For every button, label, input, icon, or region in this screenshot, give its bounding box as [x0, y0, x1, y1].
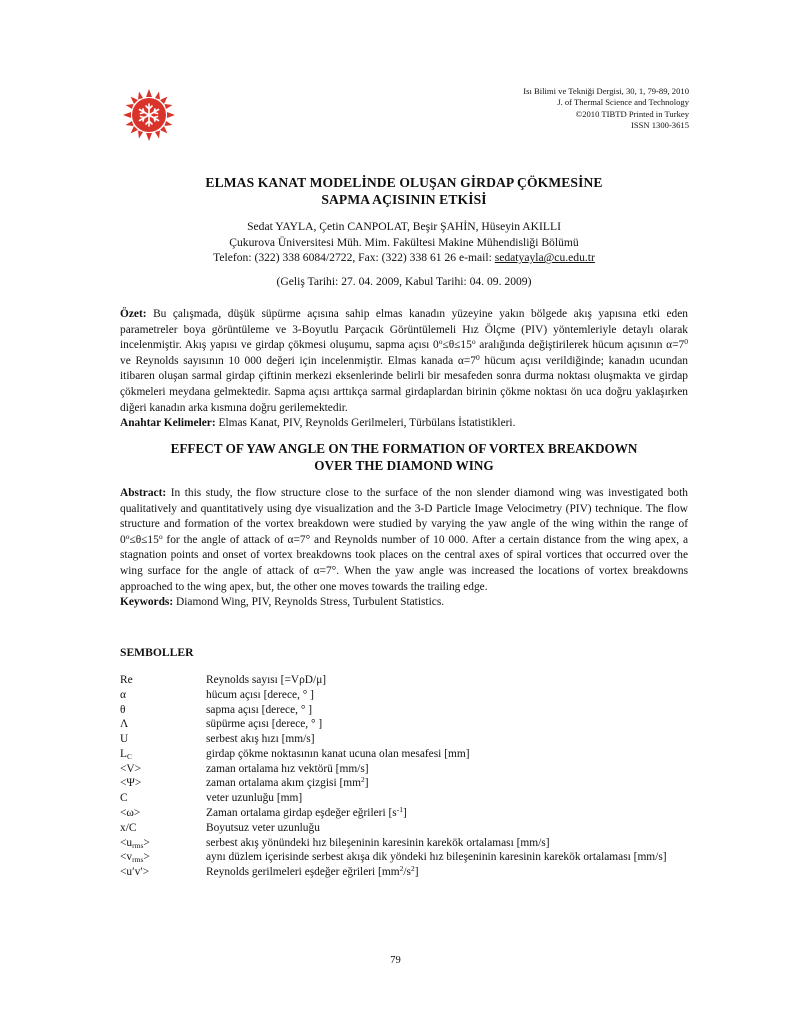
description-text: zaman ortalama hız vektörü [mm/s]	[206, 762, 369, 775]
symbol-name	[120, 777, 206, 790]
description-text: zaman ortalama akım çizgisi [mm	[206, 777, 361, 790]
symbol-row	[120, 866, 688, 879]
title-en-line: OVER THE DIAMOND WING	[314, 458, 494, 473]
author-names: Sedat YAYLA, Çetin CANPOLAT, Beşir ŞAHİN, Hüseyin AKILLI	[247, 220, 561, 233]
description-text: serbest akış yönündeki hız bileşeninin karesinin karekök ortalaması [mm/s]	[206, 836, 550, 849]
superscript: o	[158, 531, 163, 541]
title-tr-line: ELMAS KANAT MODELİNDE OLUŞAN GİRDAP ÇÖKMESİNE	[205, 175, 603, 190]
contact-line	[120, 250, 688, 266]
symbol-row	[120, 763, 688, 776]
description-text: sapma açısı [derece, ° ]	[206, 703, 313, 716]
affiliation: Çukurova Üniversitesi Müh. Mim. Fakültesi Makine Mühendisliği Bölümü	[229, 235, 579, 249]
superscript: 2	[410, 864, 415, 874]
abstract-en-text: ≤θ≤15	[129, 533, 159, 546]
symbol-text: >	[143, 851, 150, 864]
symbol-name	[120, 733, 206, 746]
symbol-subscript: rms	[132, 855, 144, 865]
title-tr-line: SAPMA AÇISININ ETKİSİ	[321, 192, 487, 207]
symbol-text: <v	[120, 851, 133, 864]
submission-dates: (Geliş Tarihi: 27. 04. 2009, Kabul Tarihi: 04. 09. 2009)	[276, 275, 532, 288]
symbol-text: <ω>	[120, 807, 141, 820]
superscript: 0	[475, 352, 480, 362]
description-text: Zaman ortalama girdap eşdeğer eğrileri [s	[206, 807, 397, 820]
symbol-description	[206, 866, 688, 879]
symbol-description	[206, 822, 688, 835]
symbol-name	[120, 822, 206, 835]
superscript: 2	[360, 775, 365, 785]
symbol-description	[206, 807, 688, 820]
symbol-name	[120, 718, 206, 731]
description-text: girdap çökme noktasının kanat ucuna olan mesafesi [mm]	[206, 747, 470, 760]
journal-line: J. of Thermal Science and Technology	[557, 97, 689, 108]
symbol-row	[120, 689, 688, 702]
symbol-description	[206, 733, 688, 746]
symbols-list	[120, 674, 688, 881]
description-text: Reynolds gerilmeleri eşdeğer eğrileri [mm	[206, 866, 400, 879]
symbol-text: <Ψ>	[120, 777, 142, 790]
description-text: serbest akış hızı [mm/s]	[206, 733, 315, 746]
symbol-row	[120, 748, 688, 761]
contact-text: Telefon: (322) 338 6084/2722, Fax: (322) 338 61 26 e-mail:	[213, 251, 495, 265]
symbol-name	[120, 866, 206, 879]
symbol-text: α	[120, 688, 126, 701]
symbol-row	[120, 777, 688, 790]
symbol-name	[120, 689, 206, 702]
journal-line: Isı Bilimi ve Tekniği Dergisi, 30, 1, 79-89, 2010	[523, 86, 689, 96]
symbol-text: L	[120, 747, 127, 760]
symbol-text: Λ	[120, 718, 129, 731]
abstract-en-body	[120, 486, 688, 595]
email-link[interactable]: sedatyayla@cu.edu.tr	[494, 251, 595, 265]
symbol-row	[120, 704, 688, 717]
keywords-en-label: Keywords:	[120, 596, 174, 609]
symbol-row	[120, 822, 688, 835]
superscript: o	[438, 337, 443, 347]
journal-info	[523, 86, 689, 131]
description-text: veter uzunluğu [mm]	[206, 792, 303, 805]
symbol-row	[120, 733, 688, 746]
description-text: süpürme açısı [derece, ° ]	[206, 718, 323, 731]
abstract-tr-text: hücum açısı verildiğinde; kanadın ucundan itibaren oluşan sarmal girdap çiftinin merkezi eksenlerinde belirli bir mesafeden sonra durma noktası oluşmakta ve girdap çökmeleri meydana gelmektedir. Sapma açısı arttıkça sarmal girdaplardan birinin çökme noktası ön uca doğru yaklaşırken diğeri kanadın arka kısmına doğru gerilemektedir.	[120, 354, 689, 414]
superscript: 0	[684, 337, 688, 347]
symbol-text: U	[120, 733, 129, 746]
symbol-description	[206, 763, 688, 776]
abstract-tr-body	[120, 307, 688, 416]
symbol-text: C	[120, 792, 128, 805]
paper-title-en	[120, 440, 688, 474]
symbol-description	[206, 704, 688, 717]
symbol-description	[206, 718, 688, 731]
title-en-line: EFFECT OF YAW ANGLE ON THE FORMATION OF VORTEX BREAKDOWN	[170, 441, 638, 456]
symbol-text: <u′v′>	[120, 866, 150, 879]
symbol-row	[120, 674, 688, 687]
symbol-text: Re	[120, 674, 133, 686]
description-text: ]	[402, 807, 407, 820]
symbol-description	[206, 748, 688, 761]
symbol-subscript: rms	[132, 840, 144, 850]
abstract-tr-label: Özet:	[120, 308, 147, 320]
abstract-tr-text: Bu çalışmada, düşük süpürme açısına sahip elmas kanadın yüzeyine yakın bölgede akış yapısına etki eden parametreler boya görüntüleme ve 3-Boyutlu Parçacık Görüntülemeli Hız Ölçme (PIV) yöntemleriyle detaylı olarak incelenmiştir. Akış yapısı ve girdap çökmesi oluşumu, sapma açısı 0	[120, 308, 688, 352]
symbol-row	[120, 837, 688, 850]
keywords-en-text: Diamond Wing, PIV, Reynolds Stress, Turbulent Statistics.	[173, 596, 445, 609]
symbol-name	[120, 851, 206, 864]
symbol-text: <u	[120, 836, 133, 849]
abstract-tr-text: aralığında değiştirilerek hücum açısının α=7	[475, 339, 685, 352]
abstract-en-text: for the angle of attack of α=7° and Reynolds number of 10 000. After a certain distance from the wing apex, a stagnation points and onset of vortex breakdowns took places on the central axes of spiral vortices that occurred over the wing surface for the angle of attack of α=7°. When the yaw angle was increased the locations of vortex breakdowns approached to the wing apex, but, the other one moves towards the trailing edge.	[120, 533, 688, 593]
abstract-en-text: In this study, the flow structure close to the surface of the non slender diamond wing was investigated both qualitatively and quantitatively using dye visualization and the 3-D Particle Image Velocimetry (PIV) technique. The flow structure and formation of the vortex breakdown were studied by varying the yaw angle of the wing within the range of 0	[120, 487, 688, 546]
symbol-text: <V>	[120, 762, 142, 775]
description-text: /s	[403, 866, 411, 879]
symbol-name	[120, 704, 206, 717]
symbol-name	[120, 763, 206, 776]
keywords-tr	[120, 416, 688, 432]
symbol-text: >	[143, 836, 150, 849]
symbols-heading: SEMBOLLER	[120, 646, 194, 659]
symbol-name	[120, 837, 206, 850]
symbol-subscript: C	[126, 751, 132, 761]
abstract-tr-text: ve Reynolds sayısının 10 000 değeri için incelenmiştir. Elmas kanada α=7	[120, 354, 476, 367]
symbol-row	[120, 851, 688, 864]
abstract-en	[120, 486, 688, 611]
symbol-name	[120, 807, 206, 820]
abstract-tr-text: ≤θ≤15	[442, 339, 472, 352]
symbol-row	[120, 807, 688, 820]
description-text: ]	[364, 777, 369, 790]
abstract-tr	[120, 307, 688, 432]
description-text: Reynolds sayısı [=VρD/μ]	[206, 674, 327, 686]
superscript: o	[471, 337, 476, 347]
symbol-row	[120, 792, 688, 805]
symbol-text: x/C	[120, 821, 137, 834]
keywords-tr-text: Elmas Kanat, PIV, Reynolds Gerilmeleri, Türbülans İstatistikleri.	[215, 417, 516, 430]
page-number: 79	[390, 955, 401, 966]
description-text: aynı düzlem içerisinde serbest akışa dik yöndeki hız bileşeninin karesinin karekök ortalaması [mm/s]	[206, 851, 667, 864]
abstract-en-label: Abstract:	[120, 487, 167, 499]
snowflake-sun-logo	[121, 87, 177, 143]
symbol-description	[206, 851, 688, 864]
keywords-tr-label: Anahtar Kelimeler:	[120, 417, 216, 430]
author-block	[120, 219, 688, 266]
symbol-name	[120, 792, 206, 805]
journal-issn: ISSN 1300-3615	[630, 119, 689, 130]
symbol-description	[206, 674, 688, 687]
symbol-description	[206, 837, 688, 850]
description-text: ]	[414, 866, 419, 879]
superscript: -1	[396, 805, 403, 815]
symbol-description	[206, 777, 688, 790]
description-text: Boyutsuz veter uzunluğu	[206, 821, 320, 834]
symbol-description	[206, 792, 688, 805]
symbol-row	[120, 718, 688, 731]
symbol-text: θ	[120, 703, 126, 716]
symbol-name	[120, 748, 206, 761]
keywords-en	[120, 595, 688, 611]
superscript: 2	[399, 864, 404, 874]
description-text: hücum açısı [derece, ° ]	[206, 688, 314, 701]
symbol-name	[120, 674, 206, 687]
paper-title-tr	[120, 174, 688, 208]
journal-line: ©2010 TIBTD Printed in Turkey	[575, 108, 689, 119]
superscript: o	[125, 531, 130, 541]
symbol-description	[206, 689, 688, 702]
